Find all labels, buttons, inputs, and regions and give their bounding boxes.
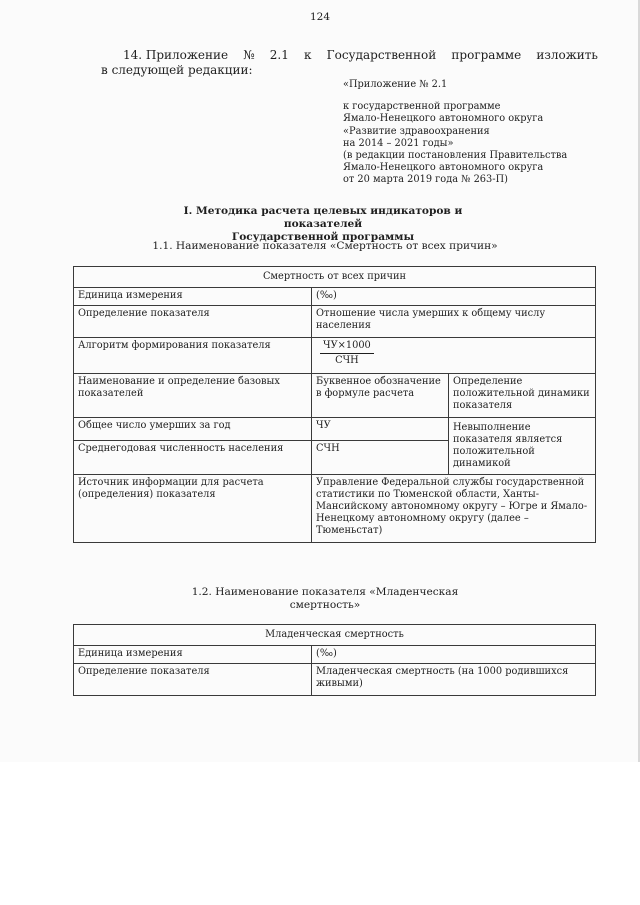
appendix-title: «Приложение № 2.1 [343,79,448,90]
amendment-line-2: в следующей редакции: [101,63,253,77]
section-title-line: Государственной программы [231,231,415,243]
formula-fraction [320,340,374,367]
row-symbol: СЧН [312,441,449,475]
indicator-1-table [73,266,596,543]
section-title-line: I. Методика расчета целевых индикаторов и показателей [183,205,463,230]
appendix-line: от 20 марта 2019 года № 263-П) [343,174,508,186]
indicator-1-caption: 1.1. Наименование показателя «Смертность от всех причин» [152,240,498,252]
indicator-2-caption [120,586,530,612]
amendment-line-1 [101,48,598,63]
column-header: Определение положительной динамики показателя [449,374,596,418]
row-label: Единица измерения [74,646,312,664]
word: № [243,48,255,62]
word: 2.1 [269,48,289,62]
row-label: Единица измерения [74,288,312,306]
formula-denominator: СЧН [335,355,359,366]
row-value: (‰) [312,646,596,664]
caption-line: 1.2. Наименование показателя «Младенческая [191,586,459,598]
row-label: Среднегодовая численность населения [74,441,312,475]
word: 14. Приложение [123,48,229,62]
row-label: Источник информации для расчета (определения) показателя [74,475,312,543]
row-label: Наименование и определение базовых показателей [74,374,312,418]
positive-dynamics: Невыполнение показателя является положительной динамикой [449,418,596,475]
word: Государственной [326,48,437,62]
indicator-2-table [73,624,596,696]
row-label: Общее число умерших за год [74,418,312,441]
row-symbol: ЧУ [312,418,449,441]
appendix-line: к государственной программе [343,101,501,113]
appendix-line: Ямало-Ненецкого автономного округа [343,113,544,125]
word: к [304,48,312,62]
table-title: Младенческая смертность [74,625,596,646]
appendix-line: «Развитие здравоохранения [343,125,490,137]
row-value: Отношение числа умерших к общему числу населения [312,306,596,338]
page-number: 124 [309,11,331,23]
amendment-paragraph [101,48,598,78]
appendix-header [343,79,613,187]
caption-line: смертность» [289,599,361,611]
word: изложить [536,48,598,62]
section-title [150,205,496,244]
appendix-line: Ямало-Ненецкого автономного округа [343,162,544,174]
formula-cell [312,338,596,374]
row-value: (‰) [312,288,596,306]
row-value: Управление Федеральной службы государственной статистики по Тюменской области, Ханты-Мансийскому автономному округу – Югре и Ямало-Ненецкому автономному округу (далее – Тюменьстат) [312,475,596,543]
row-label: Определение показателя [74,664,312,696]
row-value: Младенческая смертность (на 1000 родившихся живыми) [312,664,596,696]
appendix-line: на 2014 – 2021 годы» [343,137,454,149]
row-label: Определение показателя [74,306,312,338]
table-title: Смертность от всех причин [74,267,596,288]
row-label: Алгоритм формирования показателя [74,338,312,374]
formula-numerator: ЧУ×1000 [320,340,374,354]
column-header: Буквенное обозначение в формуле расчета [312,374,449,418]
word: программе [451,48,522,62]
appendix-line: (в редакции постановления Правительства [343,150,568,162]
